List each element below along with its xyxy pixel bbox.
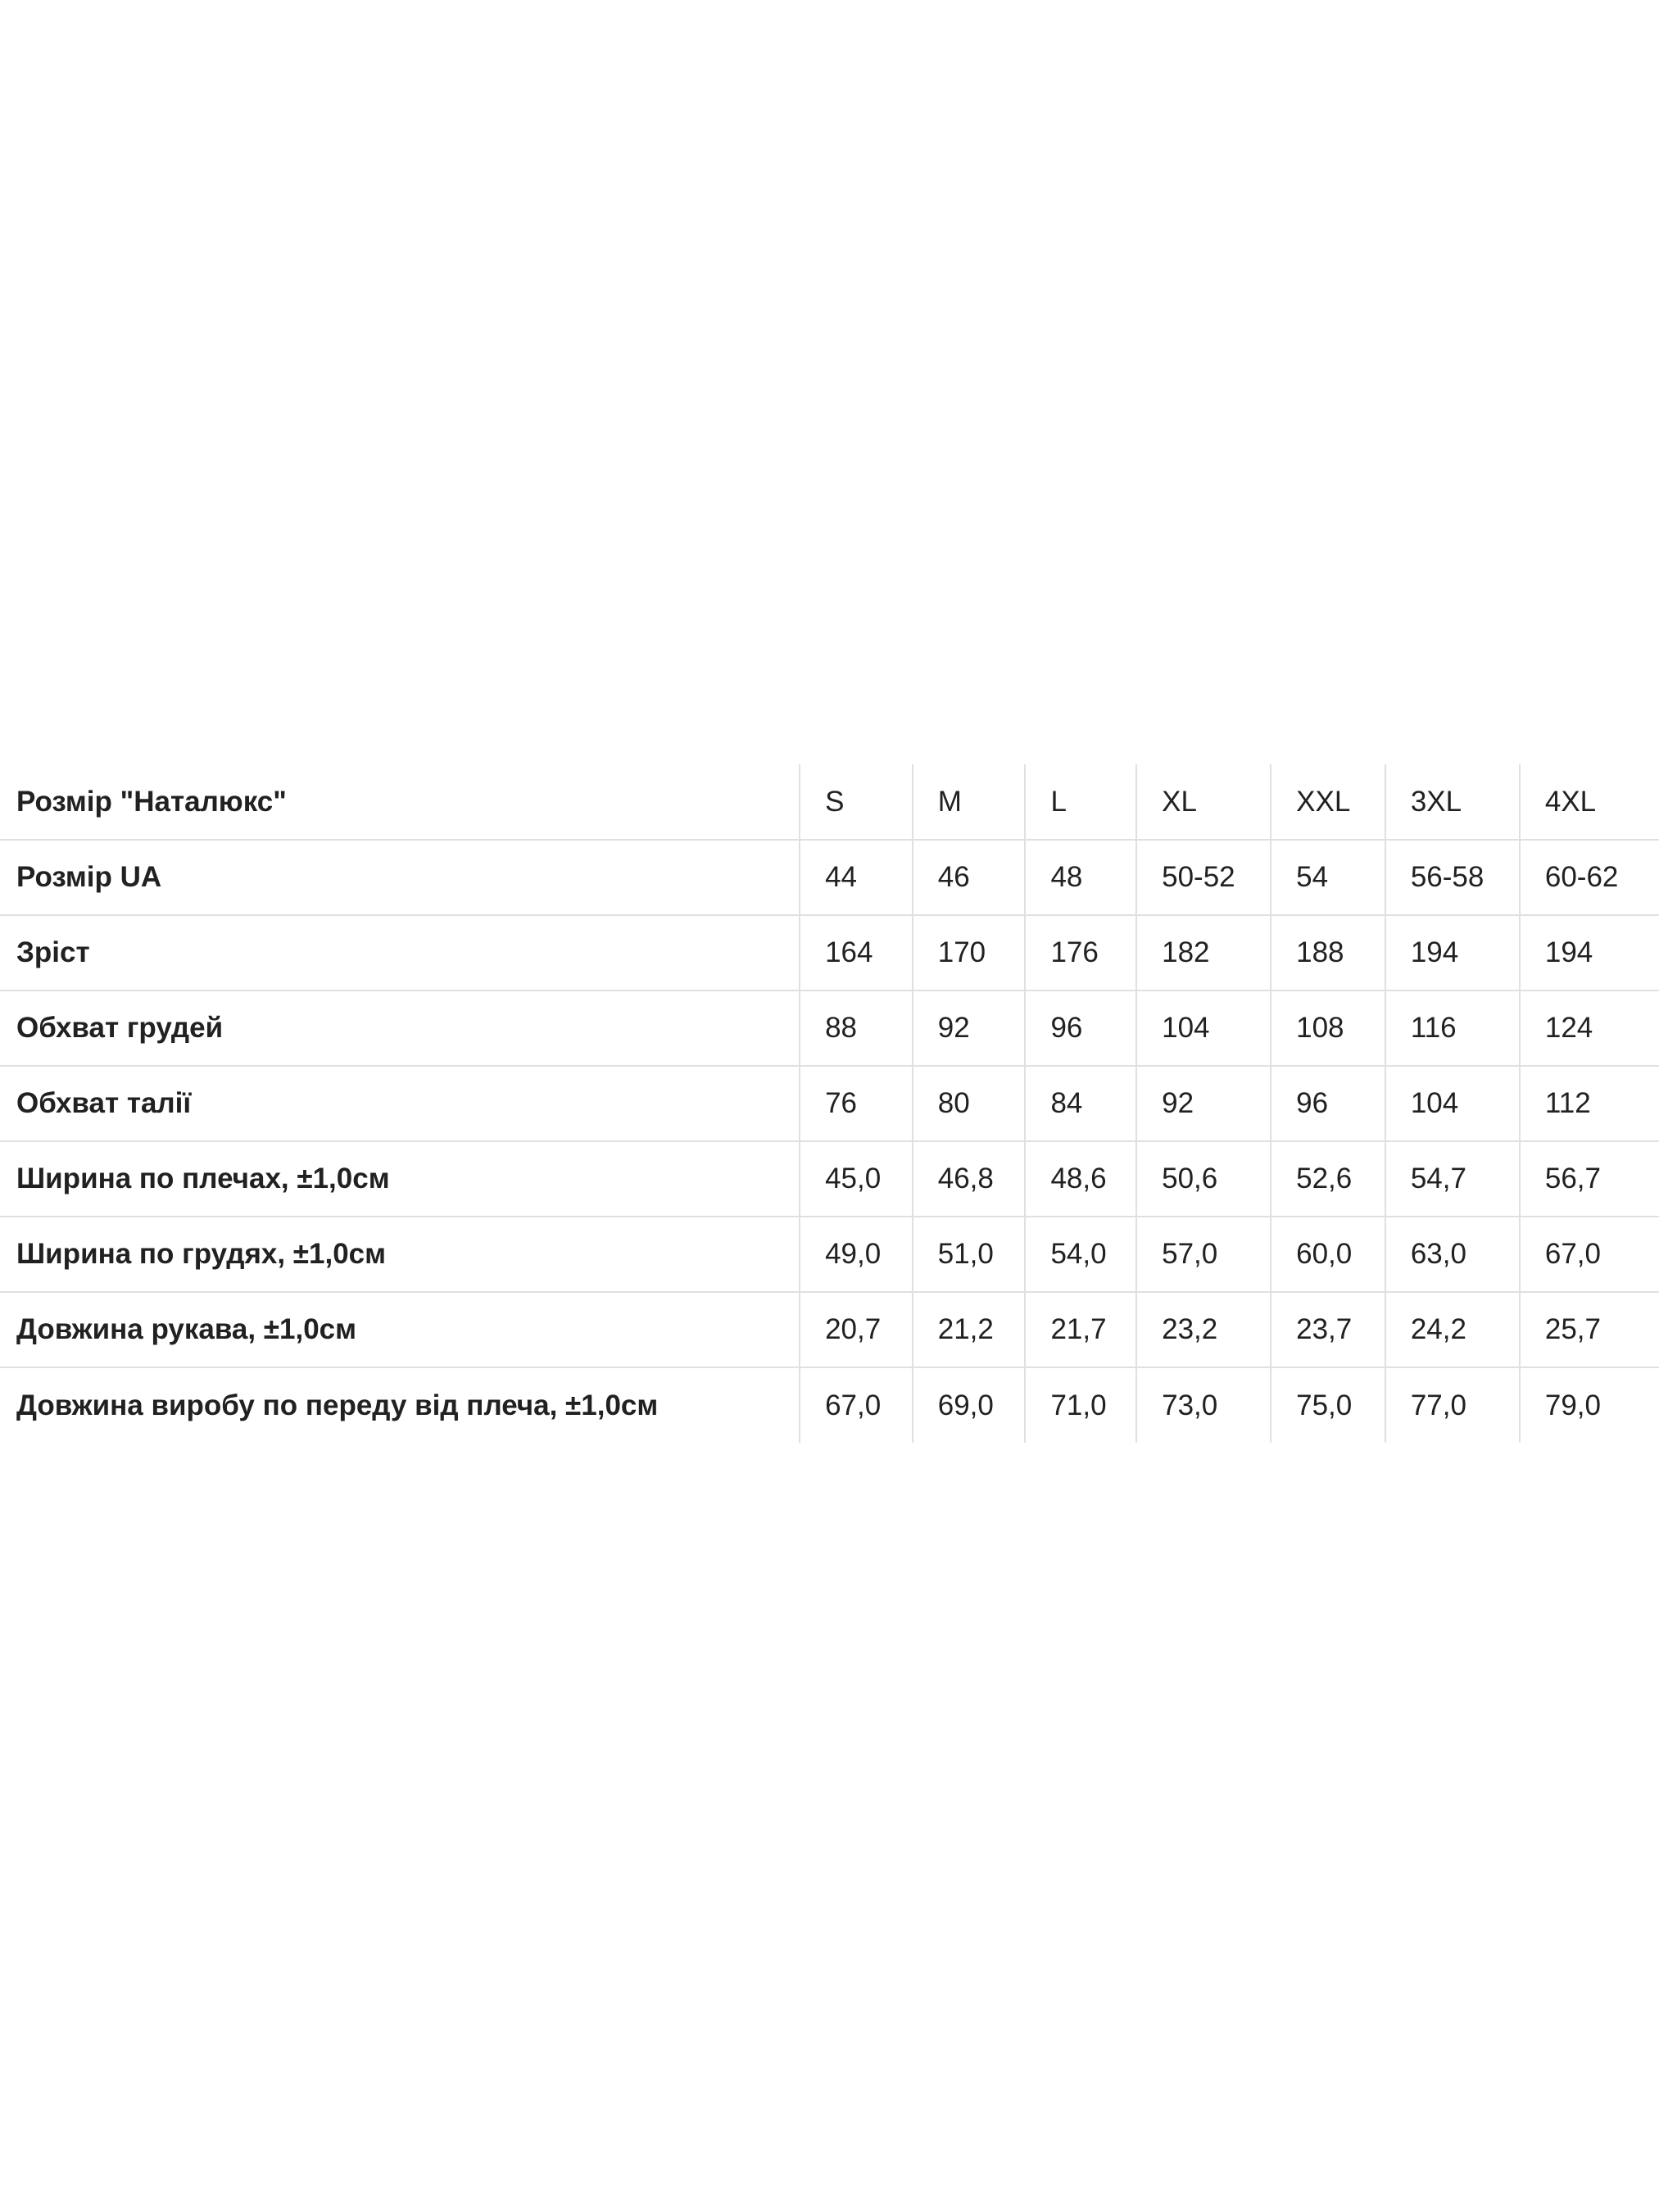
cell-value: 44	[800, 840, 913, 915]
cell-value: 51,0	[913, 1217, 1026, 1292]
cell-value: 45,0	[800, 1141, 913, 1217]
cell-value: 88	[800, 990, 913, 1066]
cell-value: XXL	[1271, 764, 1385, 840]
cell-value: 79,0	[1520, 1367, 1659, 1443]
size-chart-table	[0, 764, 1659, 1443]
cell-value: 23,7	[1271, 1292, 1385, 1367]
cell-value: 170	[913, 915, 1026, 990]
cell-value: 80	[913, 1066, 1026, 1141]
cell-value: S	[800, 764, 913, 840]
cell-value: 24,2	[1385, 1292, 1520, 1367]
cell-value: 75,0	[1271, 1367, 1385, 1443]
cell-value: 96	[1025, 990, 1136, 1066]
row-label: Обхват грудей	[16, 1012, 224, 1044]
row-label: Розмір UA	[16, 861, 162, 893]
row-label: Ширина по грудях, ±1,0см	[16, 1238, 387, 1270]
cell-value: 76	[800, 1066, 913, 1141]
cell-value: 60-62	[1520, 840, 1659, 915]
cell-value: 46	[913, 840, 1026, 915]
cell-value: 96	[1271, 1066, 1385, 1141]
cell-value: 92	[1136, 1066, 1271, 1141]
cell-value: 124	[1520, 990, 1659, 1066]
cell-value: 176	[1025, 915, 1136, 990]
cell-value: 63,0	[1385, 1217, 1520, 1292]
cell-value: 69,0	[913, 1367, 1026, 1443]
cell-value: 194	[1520, 915, 1659, 990]
cell-value: M	[913, 764, 1026, 840]
cell-value: 116	[1385, 990, 1520, 1066]
cell-value: 60,0	[1271, 1217, 1385, 1292]
cell-value: 48,6	[1025, 1141, 1136, 1217]
cell-value: 84	[1025, 1066, 1136, 1141]
cell-value: 50,6	[1136, 1141, 1271, 1217]
cell-value: 4XL	[1520, 764, 1659, 840]
cell-value: 3XL	[1385, 764, 1520, 840]
cell-value: 21,2	[913, 1292, 1026, 1367]
cell-value: 50-52	[1136, 840, 1271, 915]
cell-value: 182	[1136, 915, 1271, 990]
cell-value: 48	[1025, 840, 1136, 915]
cell-value: 73,0	[1136, 1367, 1271, 1443]
row-label: Довжина рукава, ±1,0см	[16, 1313, 357, 1345]
cell-value: 21,7	[1025, 1292, 1136, 1367]
cell-value: 56-58	[1385, 840, 1520, 915]
cell-value: 52,6	[1271, 1141, 1385, 1217]
cell-value: 164	[800, 915, 913, 990]
row-label: Ширина по плечах, ±1,0см	[16, 1163, 390, 1194]
table-row-sizes	[0, 764, 1659, 840]
table-row-front-length	[0, 1367, 1659, 1443]
cell-value: 57,0	[1136, 1217, 1271, 1292]
row-label: Обхват талії	[16, 1087, 192, 1119]
cell-value: L	[1025, 764, 1136, 840]
cell-value: 67,0	[800, 1367, 913, 1443]
cell-value: 92	[913, 990, 1026, 1066]
row-label: Довжина виробу по переду від плеча, ±1,0см	[16, 1389, 659, 1421]
cell-value: 71,0	[1025, 1367, 1136, 1443]
cell-value: 67,0	[1520, 1217, 1659, 1292]
cell-value: 23,2	[1136, 1292, 1271, 1367]
cell-value: 188	[1271, 915, 1385, 990]
table-row-chest	[0, 990, 1659, 1066]
cell-value: 77,0	[1385, 1367, 1520, 1443]
size-chart	[0, 764, 1659, 1443]
cell-value: 54,7	[1385, 1141, 1520, 1217]
cell-value: 49,0	[800, 1217, 913, 1292]
table-row-sleeve-length	[0, 1292, 1659, 1367]
cell-value: 25,7	[1520, 1292, 1659, 1367]
cell-value: 104	[1385, 1066, 1520, 1141]
table-row-chest-width	[0, 1217, 1659, 1292]
cell-value: 54,0	[1025, 1217, 1136, 1292]
table-row-shoulder-width	[0, 1141, 1659, 1217]
cell-value: 104	[1136, 990, 1271, 1066]
cell-value: 108	[1271, 990, 1385, 1066]
cell-value: 194	[1385, 915, 1520, 990]
cell-value: 46,8	[913, 1141, 1026, 1217]
row-label: Розмір "Наталюкс"	[16, 785, 287, 818]
table-row-height	[0, 915, 1659, 990]
cell-value: 20,7	[800, 1292, 913, 1367]
row-label: Зріст	[16, 936, 90, 968]
cell-value: 54	[1271, 840, 1385, 915]
cell-value: 56,7	[1520, 1141, 1659, 1217]
cell-value: 112	[1520, 1066, 1659, 1141]
table-row-waist	[0, 1066, 1659, 1141]
cell-value: XL	[1136, 764, 1271, 840]
table-row-size-ua	[0, 840, 1659, 915]
